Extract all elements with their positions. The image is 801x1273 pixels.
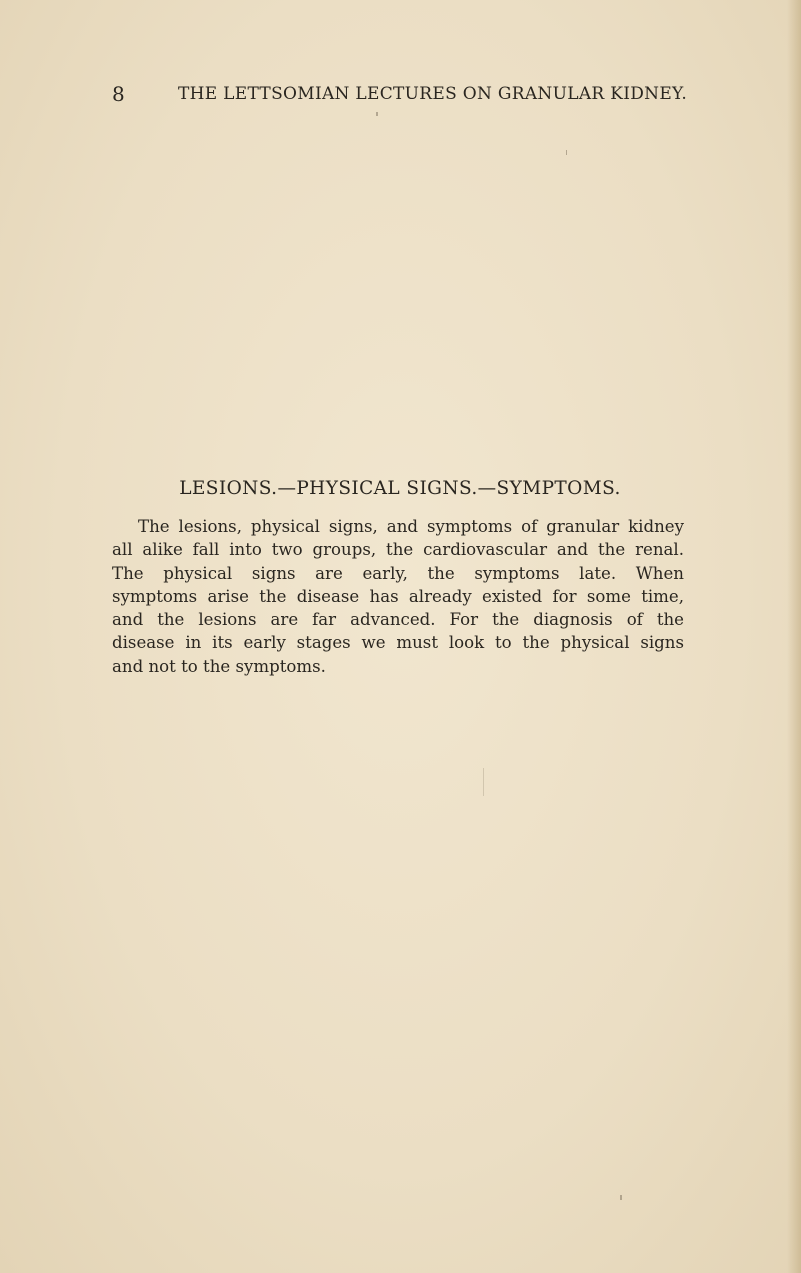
paper-speck bbox=[376, 112, 378, 116]
body-paragraph bbox=[112, 515, 684, 678]
paragraph-line: The lesions, physical signs, and symptoms of granular kidney bbox=[138, 517, 684, 536]
paragraph-line: disease in its early stages we must look to the physical signs bbox=[112, 633, 684, 653]
paragraph-line: The physical signs are early, the symptoms late. When bbox=[112, 563, 684, 583]
paragraph-line: and not to the symptoms. bbox=[112, 656, 326, 676]
paragraph-line: and the lesions are far advanced. For the diagnosis of the bbox=[112, 610, 684, 630]
paragraph-line: symptoms arise the disease has already existed for some time, bbox=[112, 586, 684, 606]
paper-speck bbox=[483, 768, 484, 796]
running-title: THE LETTSOMIAN LECTURES ON GRANULAR KIDNEY. bbox=[178, 84, 688, 104]
paper-speck bbox=[620, 1195, 622, 1200]
section-heading: LESIONS.—PHYSICAL SIGNS.—SYMPTOMS. bbox=[179, 478, 621, 499]
running-head bbox=[112, 82, 712, 108]
paragraph-line: all alike fall into two groups, the cardiovascular and the renal. bbox=[112, 540, 684, 560]
page-number: 8 bbox=[112, 82, 126, 106]
page-edge-shadow bbox=[787, 0, 801, 1273]
paper-speck bbox=[566, 150, 567, 155]
